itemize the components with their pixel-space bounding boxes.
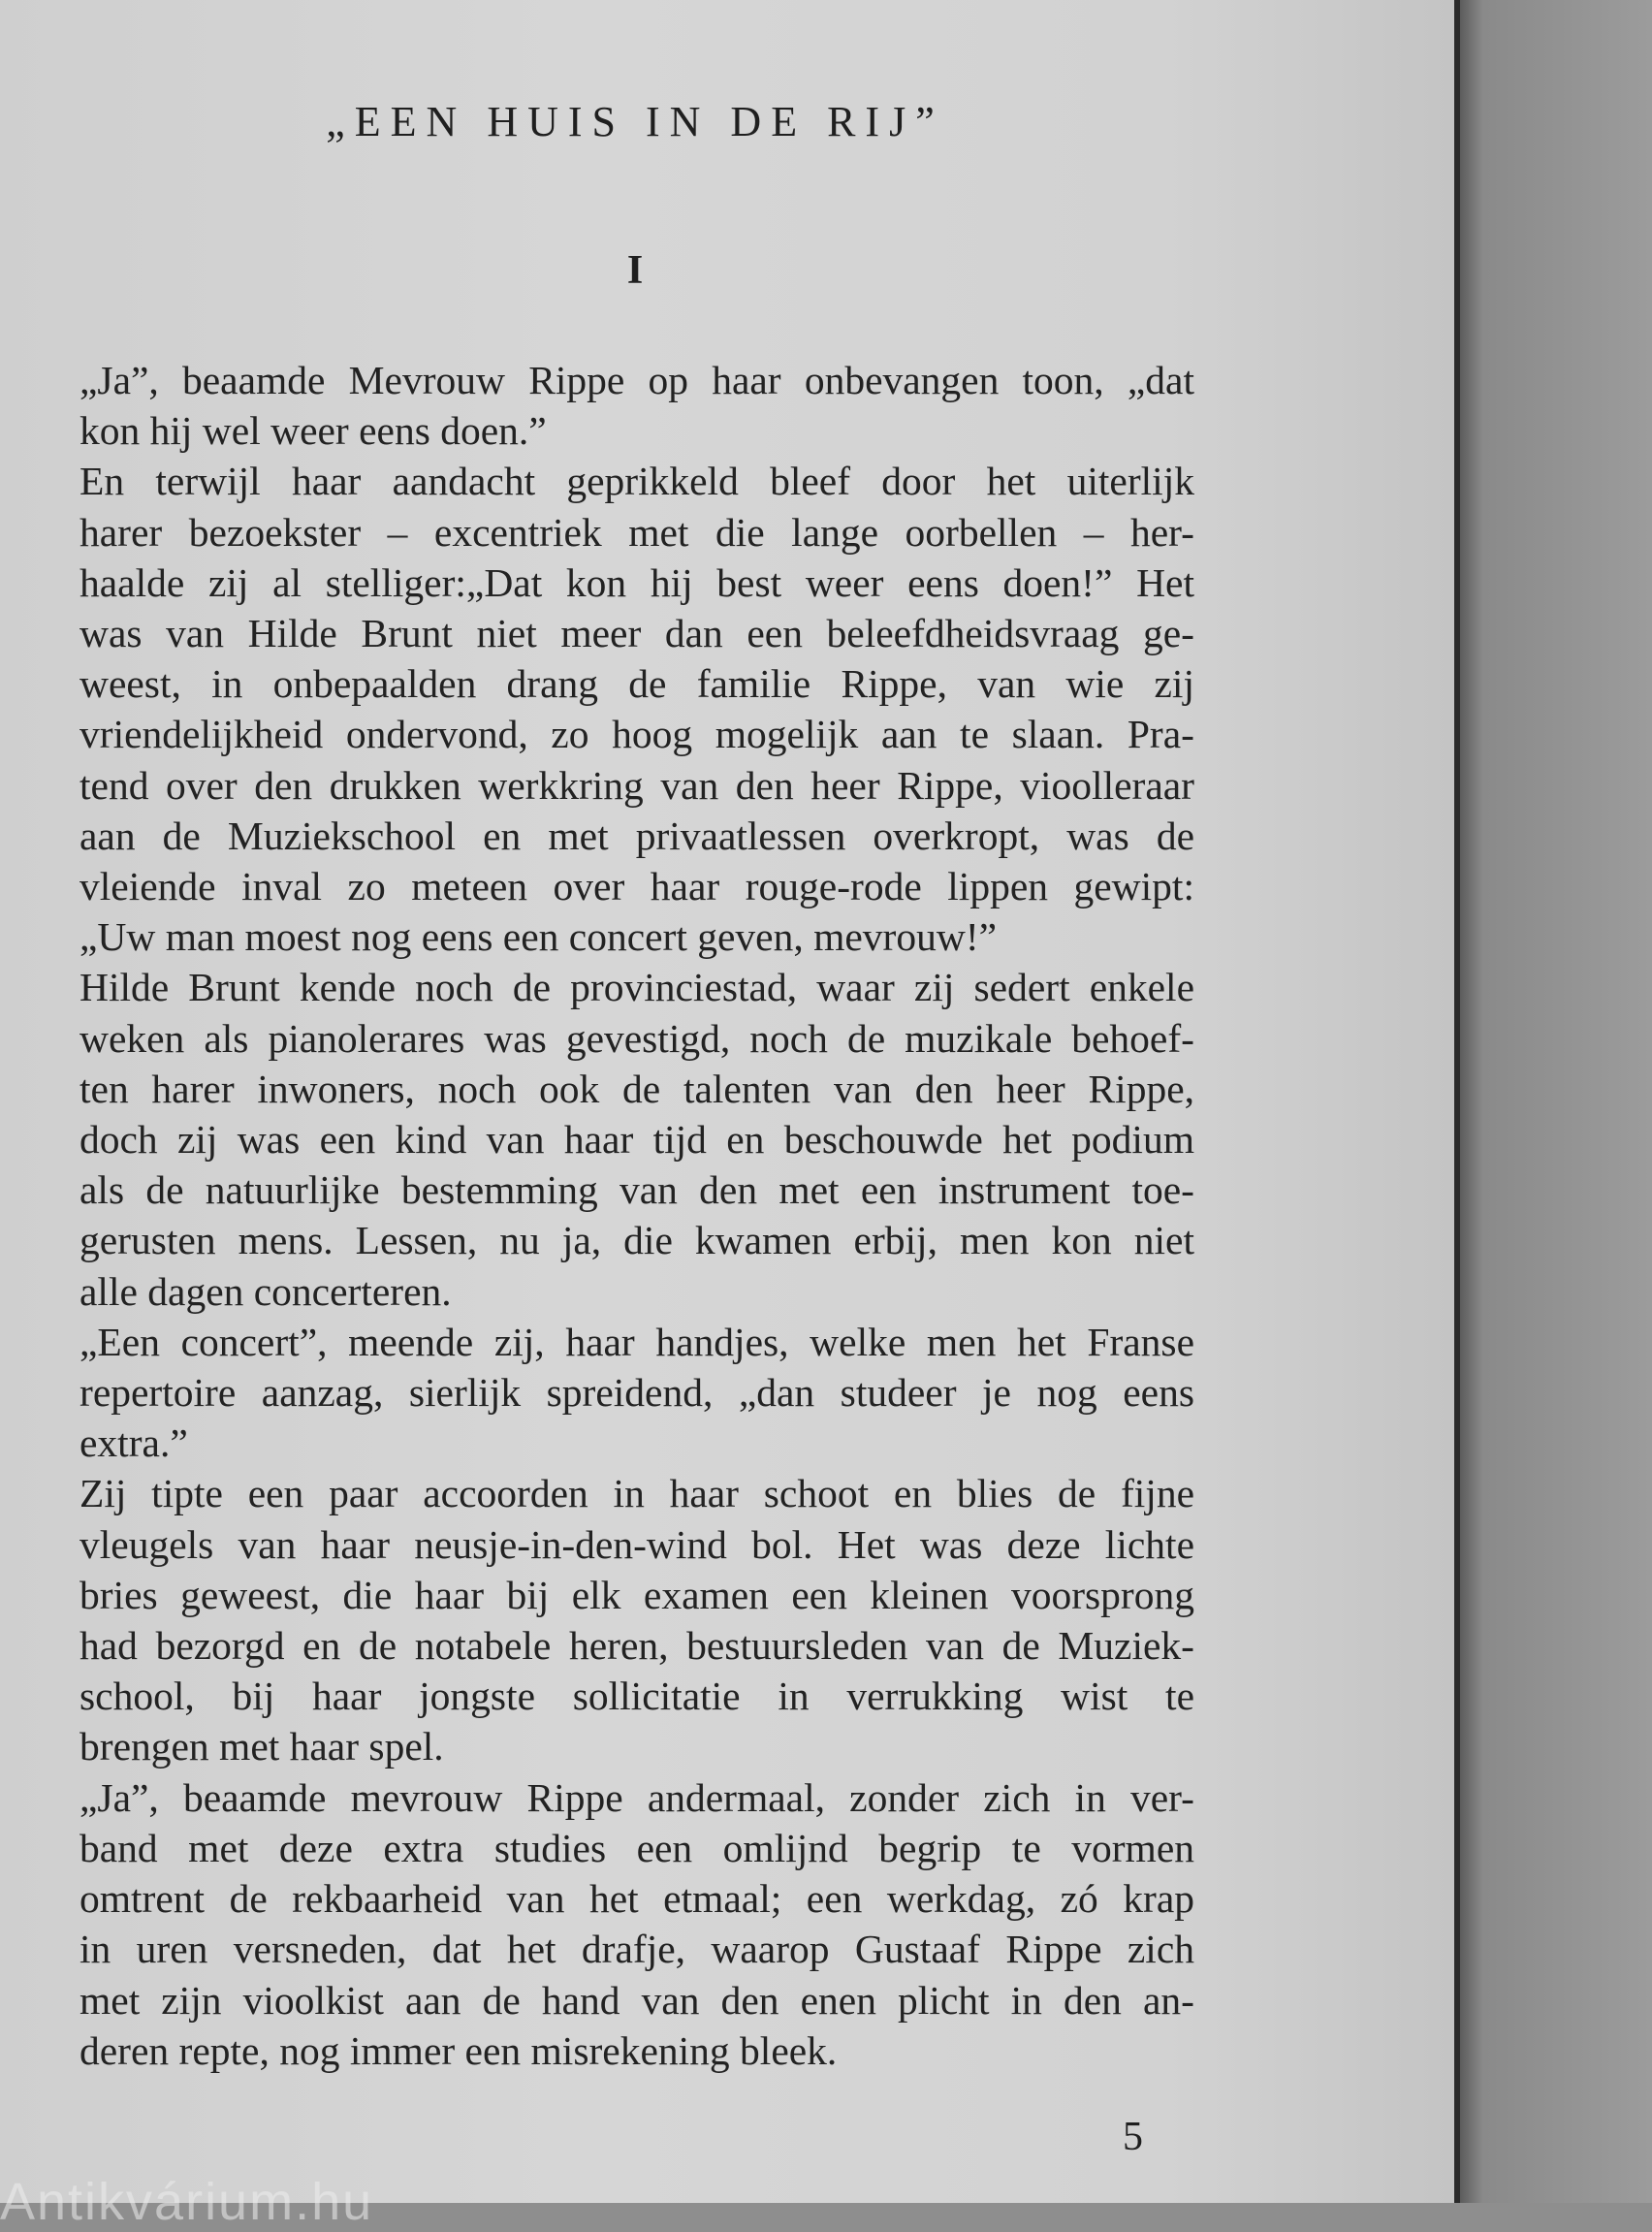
- text-line: doch zij was een kind van haar tijd en beschouwde het podium: [79, 1117, 1194, 1163]
- text-line: had bezorgd en de notabele heren, bestuursleden van de Muziek-: [79, 1623, 1194, 1669]
- text-line: haalde zij al stelliger:„Dat kon hij best weer eens doen!” Het: [79, 559, 1194, 605]
- text-line: gerusten mens. Lessen, nu ja, die kwamen erbij, men kon niet: [79, 1218, 1194, 1263]
- text-line: school, bij haar jongste sollicitatie in verrukking wist te: [79, 1674, 1194, 1719]
- text-line: brengen met haar spel.: [79, 1724, 444, 1770]
- text-line: harer bezoekster – excentriek met die lange oorbellen – her-: [79, 509, 1194, 555]
- text-line: repertoire aanzag, sierlijk spreidend, „dan studeer je nog eens: [79, 1370, 1194, 1416]
- text-line: „Uw man moest nog eens een concert geven, mevrouw!”: [79, 914, 998, 960]
- text-line: aan de Muziekschool en met privaatlessen overkropt, was de: [79, 813, 1194, 858]
- text-line: vleiende inval zo meteen over haar rouge-rode lippen gewipt:: [79, 864, 1194, 909]
- text-line: omtrent de rekbaarheid van het etmaal; een werkdag, zó krap: [79, 1876, 1194, 1922]
- text-line: vriendelijkheid ondervond, zo hoog mogelijk aan te slaan. Pra-: [79, 712, 1194, 757]
- watermark: Antikvárium.hu: [0, 2173, 374, 2231]
- text-line: En terwijl haar aandacht geprikkeld bleef door het uiterlijk: [79, 459, 1194, 504]
- chapter-number: I: [626, 248, 644, 293]
- text-line: met zijn vioolkist aan de hand van den enen plicht in den an-: [79, 1977, 1194, 2023]
- text-line: ten harer inwoners, noch ook de talenten van den heer Rippe,: [79, 1066, 1194, 1111]
- text-line: „Een concert”, meende zij, haar handjes, welke men het Franse: [79, 1319, 1194, 1364]
- text-line: extra.”: [79, 1420, 188, 1466]
- running-title: „EEN HUIS IN DE RIJ”: [326, 98, 944, 145]
- text-line: weken als pianolerares was gevestigd, noch de muzikale behoef-: [79, 1015, 1194, 1061]
- text-line: deren repte, nog immer een misrekening bleek.: [79, 2027, 838, 2073]
- text-line: vleugels van haar neusje-in-den-wind bol. Het was deze lichte: [79, 1521, 1194, 1567]
- page-number: 5: [1123, 2115, 1143, 2159]
- body-text: [79, 355, 1194, 2076]
- adjacent-page-edge: [1460, 0, 1652, 2203]
- text-line: „Ja”, beaamde Mevrouw Rippe op haar onbevangen toon, „dat: [79, 358, 1194, 402]
- text-line: „Ja”, beaamde mevrouw Rippe andermaal, zonder zich in ver-: [79, 1774, 1194, 1820]
- text-line: weest, in onbepaalden drang de familie Rippe, van wie zij: [79, 661, 1194, 707]
- text-line: Hilde Brunt kende noch de provinciestad, waar zij sedert enkele: [79, 965, 1194, 1010]
- text-line: als de natuurlijke bestemming van den met een instrument toe-: [79, 1167, 1194, 1213]
- text-line: in uren versneden, dat het drafje, waarop Gustaaf Rippe zich: [79, 1927, 1194, 1972]
- text-line: band met deze extra studies een omlijnd begrip te vormen: [79, 1825, 1194, 1870]
- text-line: tend over den drukken werkkring van den heer Rippe, vioolleraar: [79, 762, 1194, 808]
- text-line: was van Hilde Brunt niet meer dan een beleefdheidsvraag ge-: [79, 611, 1194, 656]
- text-line: alle dagen concerteren.: [79, 1268, 452, 1314]
- text-line: bries geweest, die haar bij elk examen een kleinen voorsprong: [79, 1572, 1194, 1617]
- text-line: kon hij wel weer eens doen.”: [79, 408, 547, 454]
- text-line: Zij tipte een paar accoorden in haar schoot en blies de fijne: [79, 1471, 1194, 1516]
